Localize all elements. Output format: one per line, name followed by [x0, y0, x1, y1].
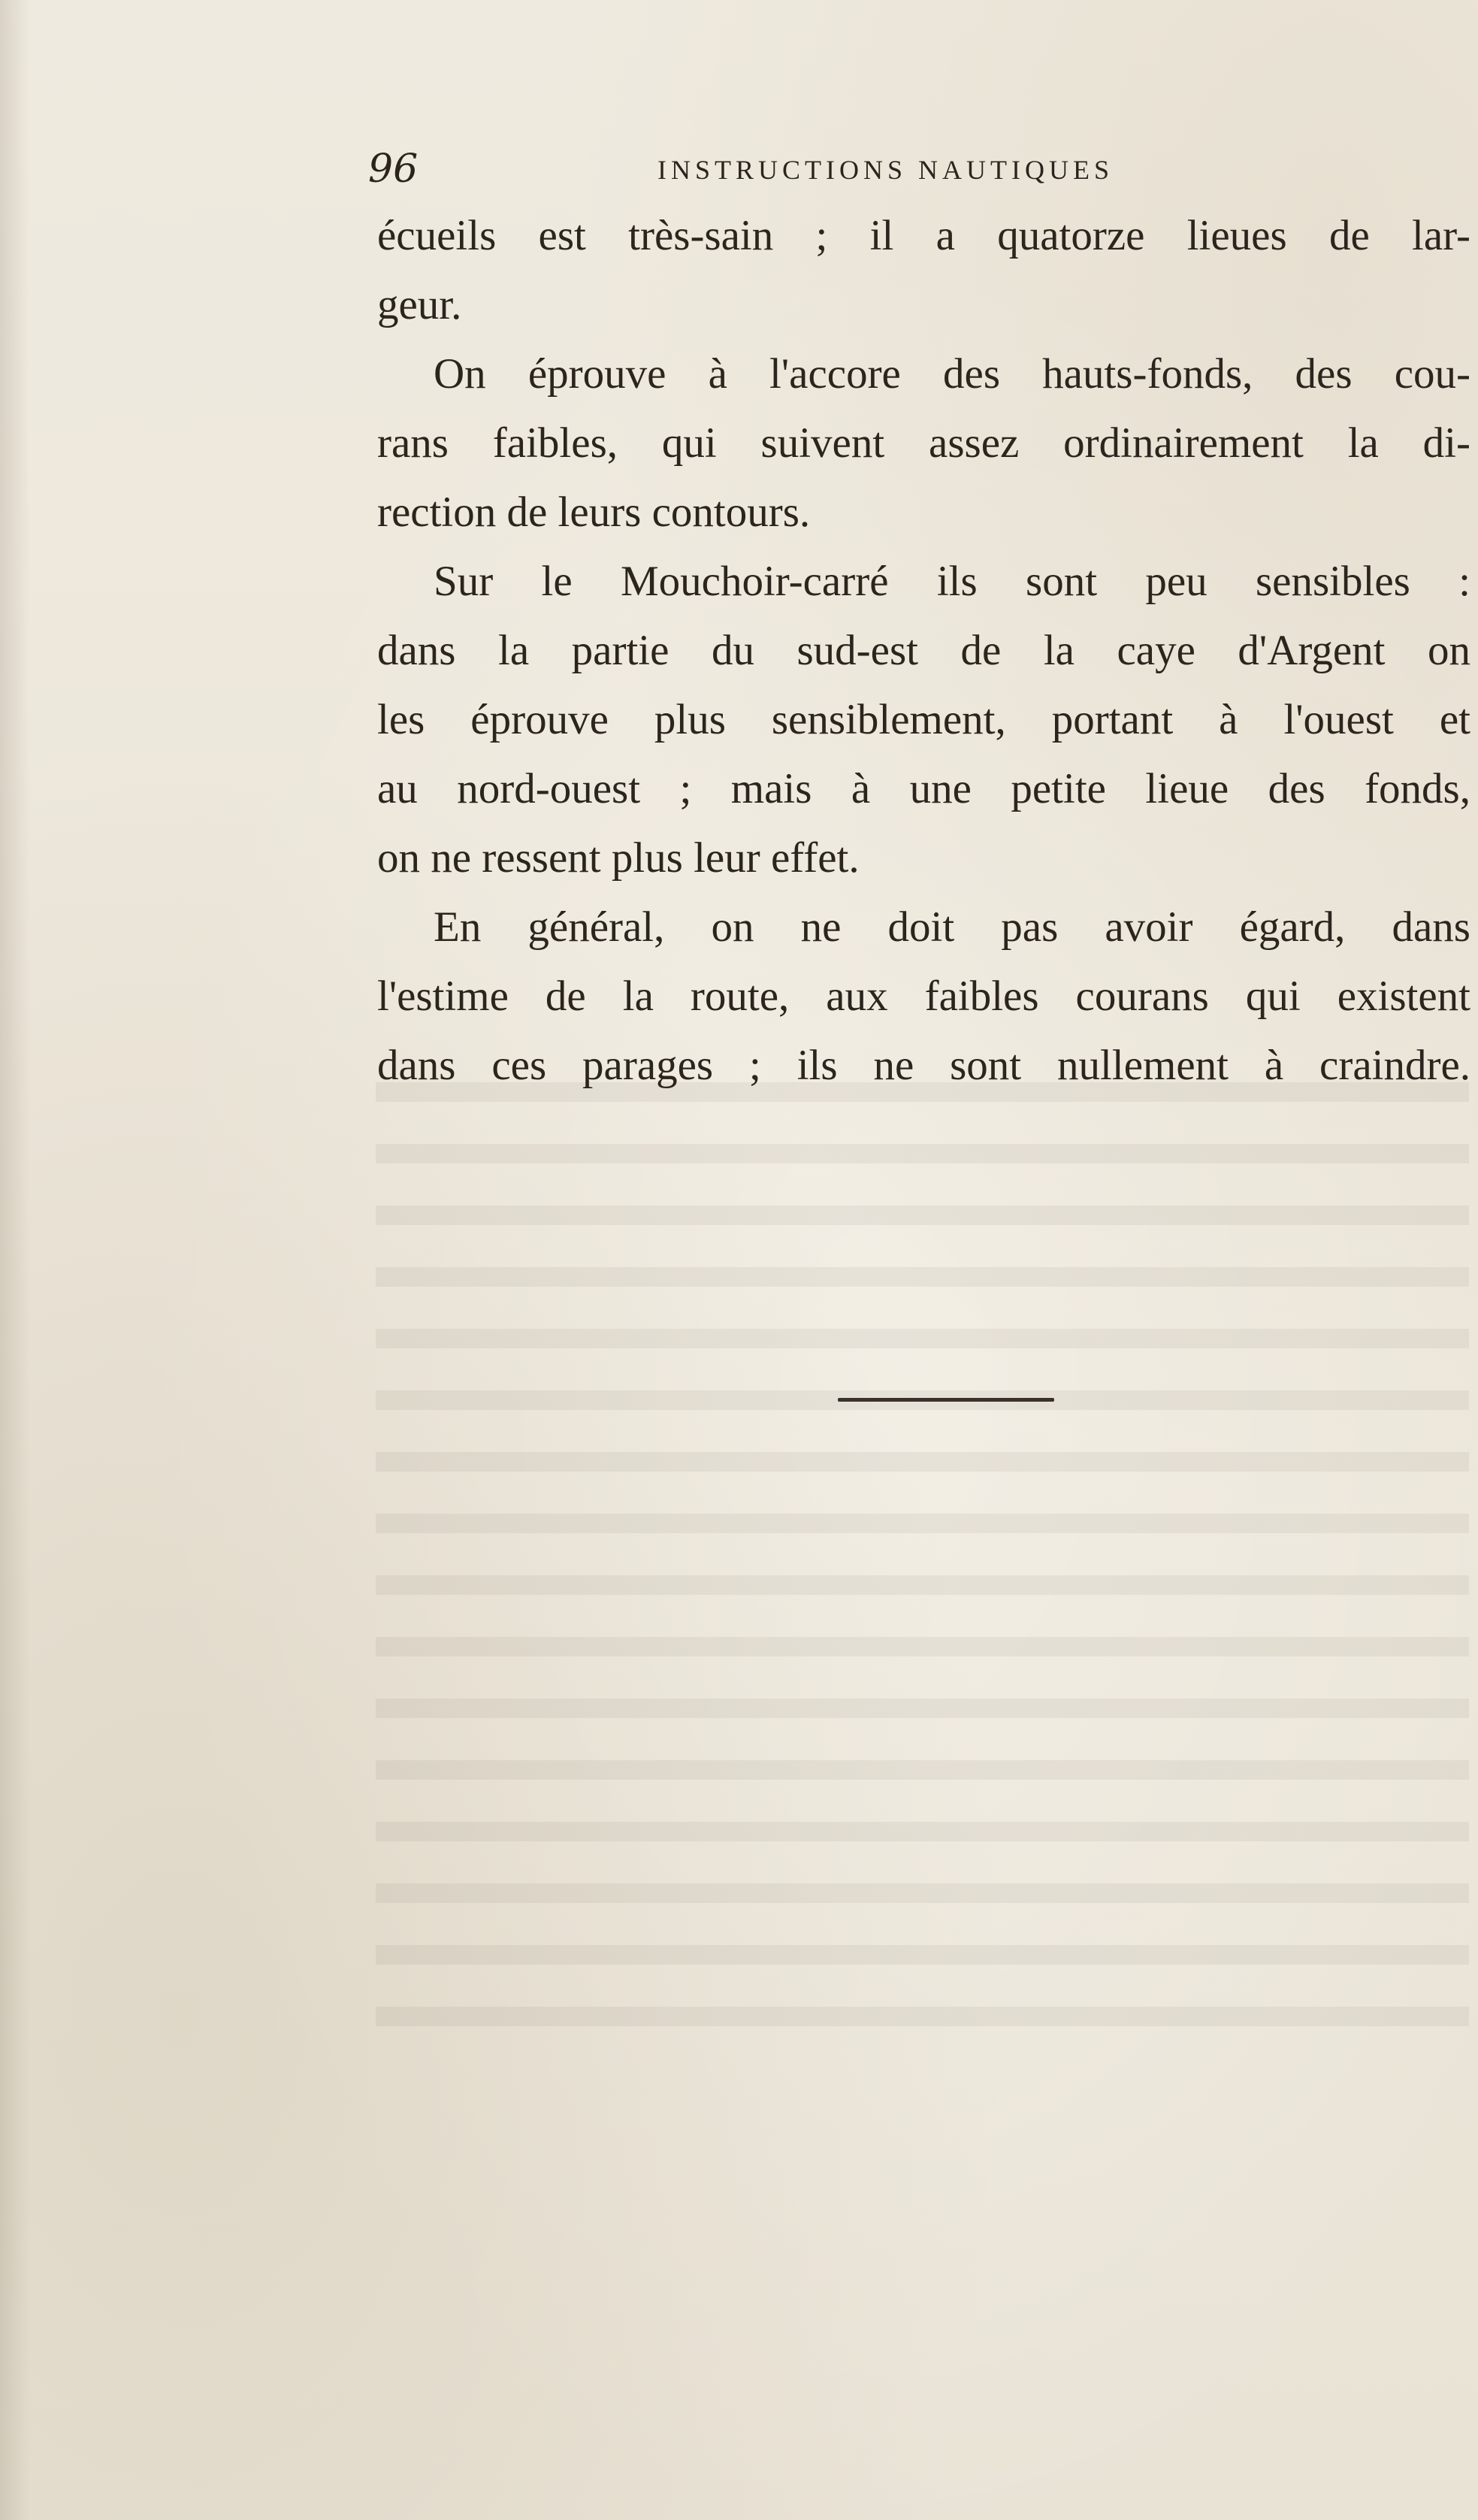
section-divider-rule: [838, 1398, 1054, 1402]
page-gutter-shadow: [0, 0, 30, 2520]
show-through-text: [376, 1082, 1469, 2059]
page-number: 96: [368, 147, 419, 192]
text-line: écueils est très-sain ; il a quatorze lieues de lar-: [377, 212, 1470, 259]
body-text: [377, 201, 1470, 1100]
text-line: rection de leurs contours.: [377, 489, 811, 536]
text-line: l'estime de la route, aux faibles courans qui existent: [377, 973, 1470, 1020]
text-line: rans faibles, qui suivent assez ordinairement la di-: [377, 419, 1470, 467]
page-header: [368, 147, 1217, 199]
running-head: INSTRUCTIONS NAUTIQUES: [657, 155, 1114, 185]
text-line: dans ces parages ; ils ne sont nullement à craindre.: [377, 1042, 1470, 1089]
text-line: dans la partie du sud-est de la caye d'Argent on: [377, 627, 1470, 674]
text-line: on ne ressent plus leur effet.: [377, 834, 860, 882]
text-line: geur.: [377, 281, 462, 328]
text-line: au nord-ouest ; mais à une petite lieue des fonds,: [377, 765, 1470, 812]
text-line: En général, on ne doit pas avoir égard, dans: [434, 903, 1470, 951]
text-line: Sur le Mouchoir-carré ils sont peu sensibles :: [434, 558, 1470, 605]
text-line: On éprouve à l'accore des hauts-fonds, des cou-: [434, 350, 1470, 398]
text-line: les éprouve plus sensiblement, portant à l'ouest et: [377, 696, 1470, 743]
